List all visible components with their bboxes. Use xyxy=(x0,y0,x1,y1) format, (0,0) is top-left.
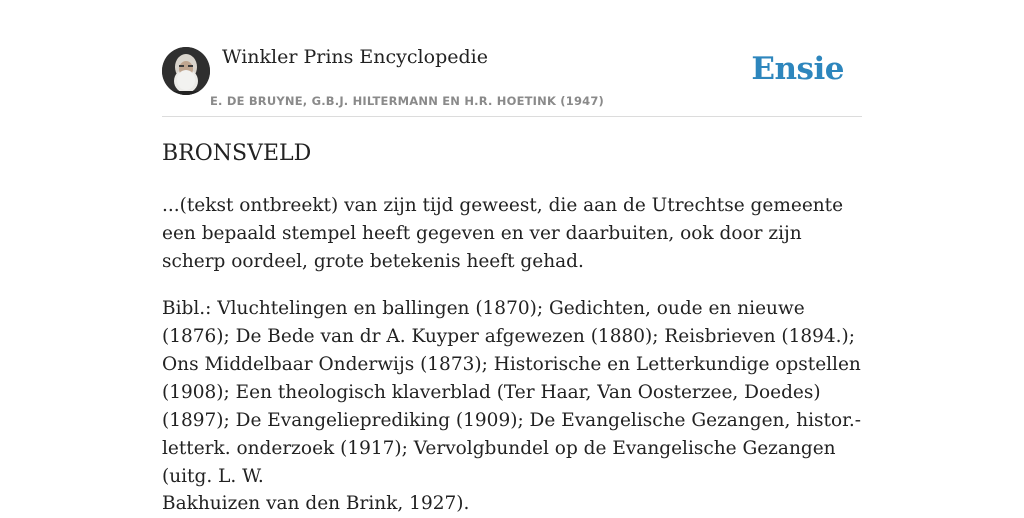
brand-logo[interactable]: Ensie xyxy=(751,51,844,87)
publication-title[interactable]: Winkler Prins Encyclopedie xyxy=(222,46,488,68)
bibliography-paragraph: Bibl.: Vluchtelingen en ballingen (1870); Gedichten, oude en nieuwe (1876); De Bede van dr A. Kuyper afgewezen (1880); Reisbrieven (1894.); Ons Middelbaar Onderwijs (1873); Historische en Letterkundige opstellen (1908); Een theologisch klaverblad (Ter Haar, Van Oosterzee, Doedes) (1897); De Evangelieprediking (1909); De Evangelische Gezangen, histor.-letterk. onderzoek (1917); Vervolgbundel op de Evangelische Gezangen (uitg. L. W. xyxy=(162,298,862,487)
entry-paragraph: ...(tekst ontbreekt) van zijn tijd geweest, die aan de Utrechtse gemeente een bepaald stempel heeft gegeven en ver daarbuiten, ook door zijn scherp oordeel, grote betekenis heeft gehad. xyxy=(162,195,844,272)
encyclopedia-page xyxy=(162,0,862,514)
author-portrait-icon[interactable] xyxy=(162,47,210,95)
bibliography-continuation: Bakhuizen van den Brink, 1927). xyxy=(162,493,470,514)
entry-title: BRONSVELD xyxy=(162,141,312,166)
page-header xyxy=(162,0,862,117)
publication-authors: E. DE BRUYNE, G.B.J. HILTERMANN EN H.R. HOETINK (1947) xyxy=(210,94,605,108)
